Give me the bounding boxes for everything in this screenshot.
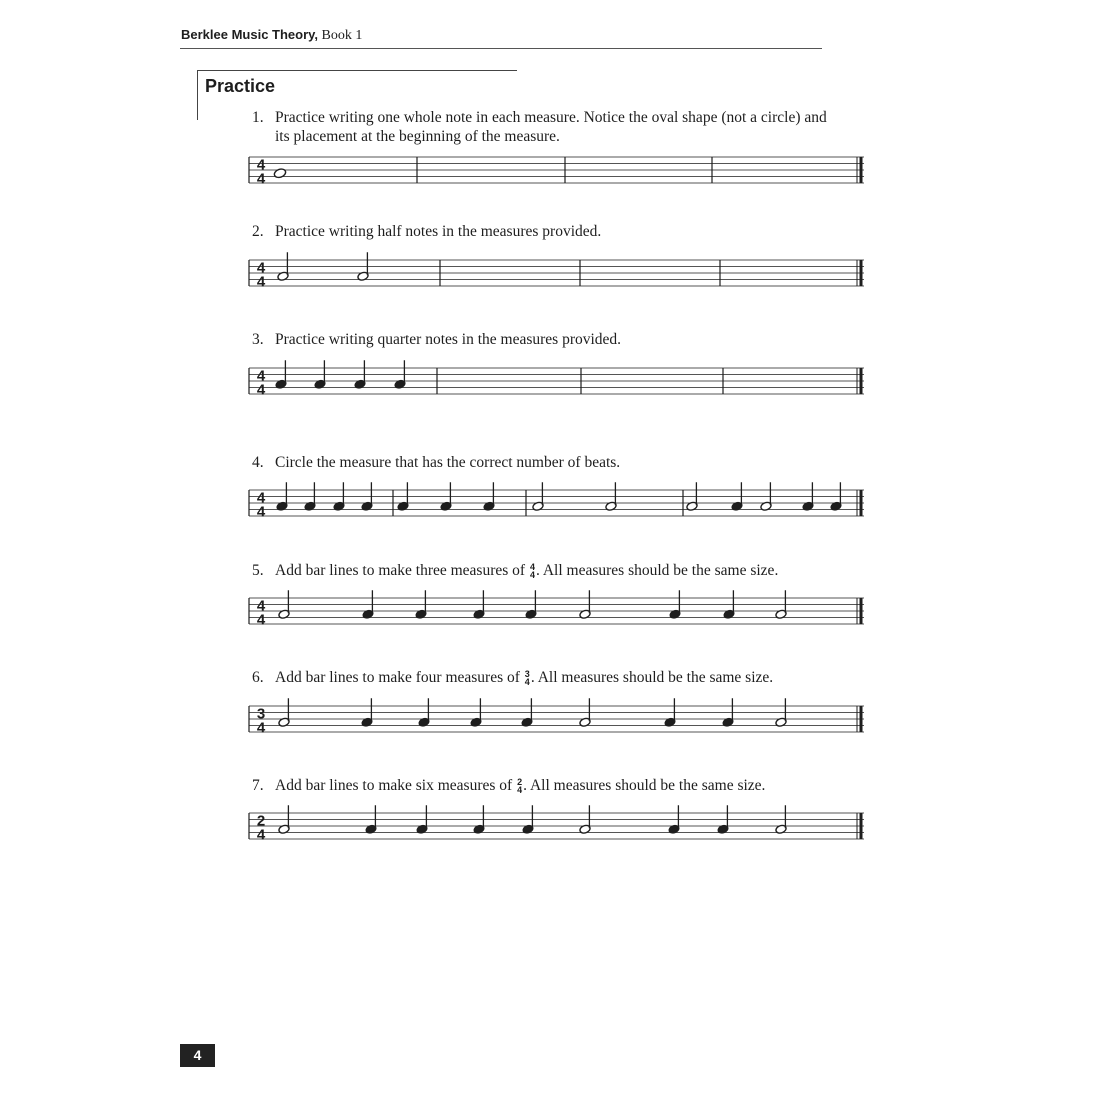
text-before: Add bar lines to make four measures of <box>275 669 524 686</box>
time-signature-bottom: 4 <box>256 273 266 291</box>
exercise-number: 1. <box>252 109 264 126</box>
exercise-number: 2. <box>252 223 264 240</box>
exercise-text: Circle the measure that has the correct number of beats. <box>275 454 621 471</box>
staff-3 <box>249 360 864 398</box>
exercise-number: 7. <box>252 777 264 794</box>
staff-7 <box>249 805 864 843</box>
fraction-bottom: 4 <box>529 570 535 581</box>
fraction-bottom: 4 <box>524 677 530 688</box>
exercise-number: 3. <box>252 331 264 348</box>
time-signature-bottom: 4 <box>256 503 266 521</box>
text-after: . All measures should be the same size. <box>523 777 766 794</box>
exercise-number: 6. <box>252 669 264 686</box>
exercise-text: Practice writing quarter notes in the measures provided. <box>275 331 622 348</box>
section-title: Practice <box>205 76 276 96</box>
text-before: Add bar lines to make three measures of <box>275 562 529 579</box>
time-signature-top: 4 <box>256 597 266 615</box>
fraction-top: 2 <box>517 777 523 788</box>
book-title: Berklee Music Theory, <box>181 27 319 42</box>
time-signature-top: 4 <box>256 367 266 385</box>
fraction-top: 4 <box>529 562 535 573</box>
time-signature-bottom: 4 <box>256 611 266 629</box>
time-signature-bottom: 4 <box>256 719 266 737</box>
staff-2 <box>249 252 864 290</box>
time-signature-bottom: 4 <box>256 826 266 844</box>
time-signature-bottom: 4 <box>256 170 266 188</box>
exercise-text: Practice writing one whole note in each measure. Notice the oval shape (not a circle) and its placement at the beginning of the measure. <box>275 109 827 145</box>
fraction-bottom: 4 <box>517 785 523 796</box>
text-before: Add bar lines to make six measures of <box>275 777 517 794</box>
time-signature-top: 4 <box>256 489 266 507</box>
book-volume: Book 1 <box>318 28 363 43</box>
staff-5 <box>249 590 864 628</box>
staff-1 <box>249 157 864 188</box>
staff-4 <box>249 482 864 520</box>
exercise-text: Practice writing half notes in the measures provided. <box>275 223 602 240</box>
time-signature-top: 3 <box>256 705 266 723</box>
fraction-top: 3 <box>524 669 530 680</box>
text-after: . All measures should be the same size. <box>535 562 779 579</box>
staff-6 <box>249 698 864 736</box>
time-signature-bottom: 4 <box>256 381 266 399</box>
text-after: . All measures should be the same size. <box>530 669 774 686</box>
time-signature-top: 4 <box>256 259 266 277</box>
time-signature-top: 4 <box>256 156 266 174</box>
time-signature-top: 2 <box>256 812 266 830</box>
exercise-number: 4. <box>252 454 264 471</box>
exercise-number: 5. <box>252 562 264 579</box>
whole-note <box>273 168 287 179</box>
page-number: 4 <box>180 1044 215 1067</box>
